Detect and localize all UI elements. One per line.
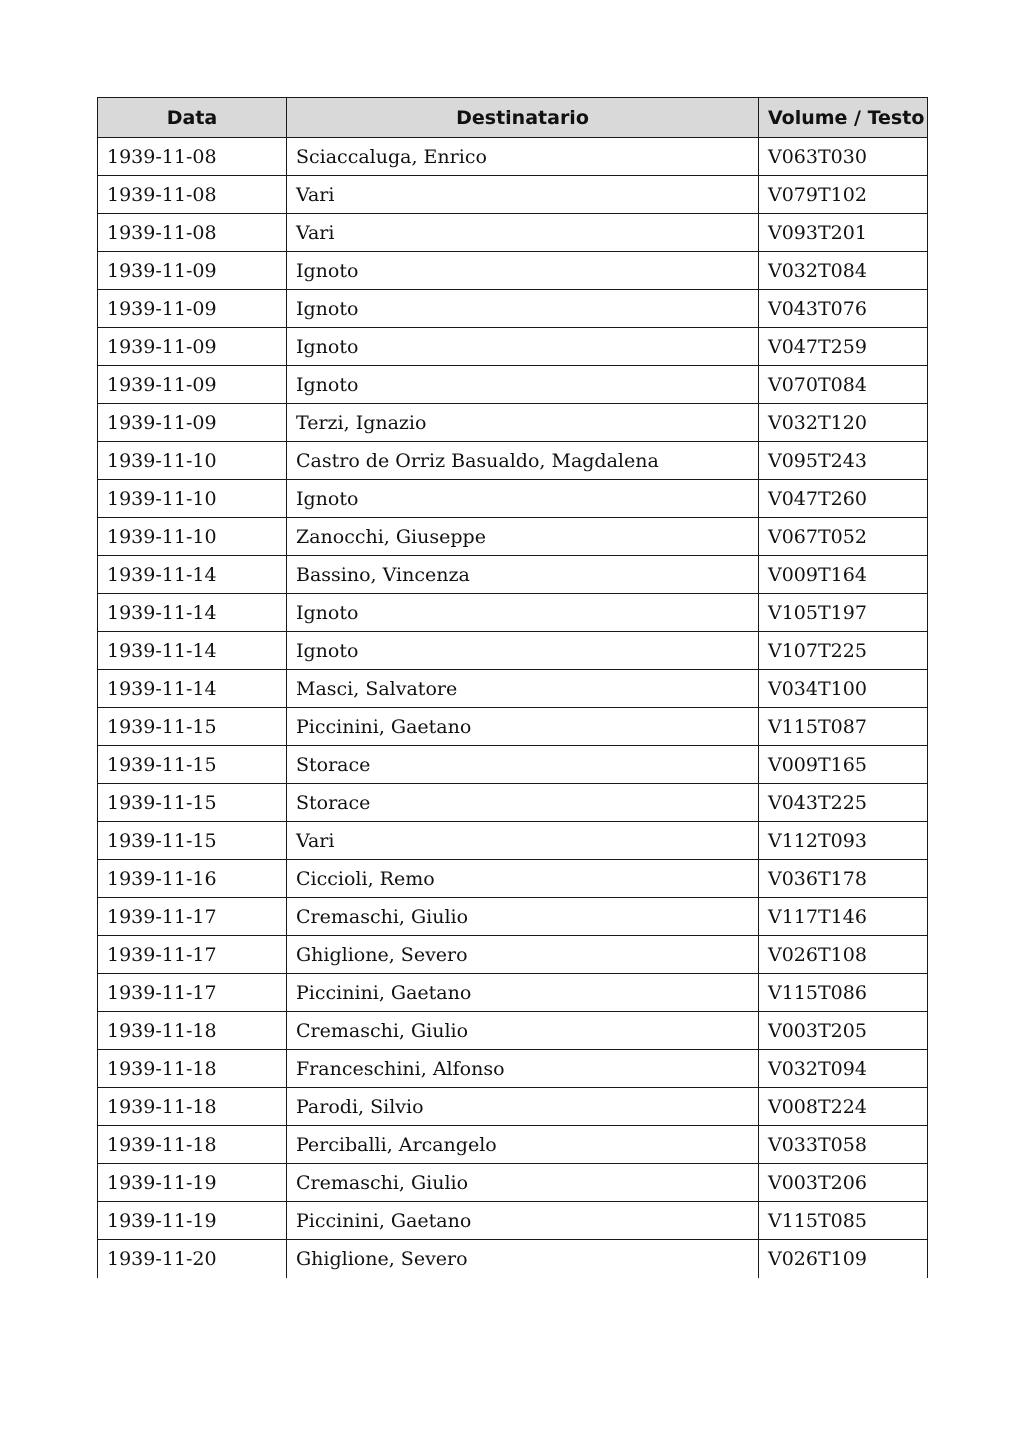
table-row — [98, 746, 928, 784]
cell-recipient: Parodi, Silvio — [287, 1088, 759, 1126]
cell-date: 1939-11-09 — [98, 366, 287, 404]
letters-table-container — [97, 97, 927, 1278]
cell-recipient: Piccinini, Gaetano — [287, 1202, 759, 1240]
cell-volume-text: V008T224 — [759, 1088, 928, 1126]
cell-volume-text: V070T084 — [759, 366, 928, 404]
table-row — [98, 328, 928, 366]
cell-date: 1939-11-10 — [98, 480, 287, 518]
cell-date: 1939-11-08 — [98, 214, 287, 252]
table-row — [98, 670, 928, 708]
table-row — [98, 1202, 928, 1240]
cell-date: 1939-11-19 — [98, 1202, 287, 1240]
table-row — [98, 974, 928, 1012]
table-row — [98, 822, 928, 860]
cell-recipient: Ghiglione, Severo — [287, 936, 759, 974]
cell-volume-text: V093T201 — [759, 214, 928, 252]
cell-date: 1939-11-18 — [98, 1050, 287, 1088]
cell-volume-text: V115T086 — [759, 974, 928, 1012]
cell-recipient: Ciccioli, Remo — [287, 860, 759, 898]
table-row — [98, 518, 928, 556]
cell-recipient: Ignoto — [287, 594, 759, 632]
table-row — [98, 290, 928, 328]
cell-volume-text: V043T225 — [759, 784, 928, 822]
cell-volume-text: V105T197 — [759, 594, 928, 632]
cell-recipient: Storace — [287, 746, 759, 784]
cell-recipient: Cremaschi, Giulio — [287, 898, 759, 936]
table-row — [98, 1012, 928, 1050]
cell-volume-text: V003T205 — [759, 1012, 928, 1050]
cell-date: 1939-11-10 — [98, 442, 287, 480]
cell-volume-text: V032T094 — [759, 1050, 928, 1088]
cell-recipient: Franceschini, Alfonso — [287, 1050, 759, 1088]
table-row — [98, 366, 928, 404]
cell-recipient: Ignoto — [287, 252, 759, 290]
cell-recipient: Ghiglione, Severo — [287, 1240, 759, 1278]
cell-recipient: Piccinini, Gaetano — [287, 708, 759, 746]
table-row — [98, 1050, 928, 1088]
cell-date: 1939-11-15 — [98, 746, 287, 784]
cell-recipient: Vari — [287, 822, 759, 860]
table-row — [98, 594, 928, 632]
cell-volume-text: V117T146 — [759, 898, 928, 936]
cell-volume-text: V067T052 — [759, 518, 928, 556]
cell-volume-text: V032T120 — [759, 404, 928, 442]
cell-date: 1939-11-15 — [98, 784, 287, 822]
cell-date: 1939-11-15 — [98, 822, 287, 860]
cell-volume-text: V079T102 — [759, 176, 928, 214]
cell-date: 1939-11-17 — [98, 898, 287, 936]
cell-recipient: Ignoto — [287, 632, 759, 670]
table-row — [98, 1240, 928, 1278]
cell-date: 1939-11-14 — [98, 670, 287, 708]
cell-volume-text: V063T030 — [759, 138, 928, 176]
cell-volume-text: V107T225 — [759, 632, 928, 670]
table-row — [98, 1088, 928, 1126]
cell-date: 1939-11-14 — [98, 594, 287, 632]
cell-recipient: Zanocchi, Giuseppe — [287, 518, 759, 556]
cell-date: 1939-11-15 — [98, 708, 287, 746]
cell-date: 1939-11-18 — [98, 1088, 287, 1126]
cell-volume-text: V003T206 — [759, 1164, 928, 1202]
cell-recipient: Terzi, Ignazio — [287, 404, 759, 442]
table-header — [98, 98, 928, 138]
cell-date: 1939-11-09 — [98, 252, 287, 290]
cell-recipient: Storace — [287, 784, 759, 822]
cell-volume-text: V043T076 — [759, 290, 928, 328]
cell-volume-text: V095T243 — [759, 442, 928, 480]
cell-volume-text: V036T178 — [759, 860, 928, 898]
table-row — [98, 708, 928, 746]
cell-recipient: Vari — [287, 176, 759, 214]
cell-date: 1939-11-14 — [98, 556, 287, 594]
cell-date: 1939-11-17 — [98, 936, 287, 974]
cell-recipient: Ignoto — [287, 290, 759, 328]
cell-recipient: Ignoto — [287, 366, 759, 404]
header-volume-text: Volume / Testo — [759, 98, 928, 138]
table-row — [98, 784, 928, 822]
cell-date: 1939-11-18 — [98, 1012, 287, 1050]
cell-volume-text: V009T164 — [759, 556, 928, 594]
cell-volume-text: V026T108 — [759, 936, 928, 974]
table-row — [98, 480, 928, 518]
cell-recipient: Castro de Orriz Basualdo, Magdalena — [287, 442, 759, 480]
cell-recipient: Perciballi, Arcangelo — [287, 1126, 759, 1164]
cell-date: 1939-11-14 — [98, 632, 287, 670]
table-row — [98, 404, 928, 442]
cell-volume-text: V112T093 — [759, 822, 928, 860]
cell-volume-text: V033T058 — [759, 1126, 928, 1164]
table-body — [98, 138, 928, 1278]
cell-volume-text: V047T259 — [759, 328, 928, 366]
cell-date: 1939-11-17 — [98, 974, 287, 1012]
cell-volume-text: V032T084 — [759, 252, 928, 290]
cell-date: 1939-11-16 — [98, 860, 287, 898]
cell-date: 1939-11-19 — [98, 1164, 287, 1202]
table-row — [98, 556, 928, 594]
cell-volume-text: V047T260 — [759, 480, 928, 518]
cell-recipient: Ignoto — [287, 480, 759, 518]
cell-recipient: Masci, Salvatore — [287, 670, 759, 708]
table-row — [98, 632, 928, 670]
table-row — [98, 1164, 928, 1202]
header-date: Data — [98, 98, 287, 138]
cell-recipient: Cremaschi, Giulio — [287, 1012, 759, 1050]
cell-recipient: Cremaschi, Giulio — [287, 1164, 759, 1202]
cell-volume-text: V115T087 — [759, 708, 928, 746]
cell-date: 1939-11-08 — [98, 176, 287, 214]
cell-recipient: Piccinini, Gaetano — [287, 974, 759, 1012]
cell-date: 1939-11-09 — [98, 290, 287, 328]
cell-date: 1939-11-18 — [98, 1126, 287, 1164]
cell-date: 1939-11-20 — [98, 1240, 287, 1278]
letters-table — [97, 97, 928, 1278]
cell-date: 1939-11-08 — [98, 138, 287, 176]
cell-volume-text: V009T165 — [759, 746, 928, 784]
table-row — [98, 442, 928, 480]
table-row — [98, 214, 928, 252]
table-row — [98, 860, 928, 898]
cell-recipient: Vari — [287, 214, 759, 252]
table-row — [98, 176, 928, 214]
cell-volume-text: V115T085 — [759, 1202, 928, 1240]
cell-recipient: Ignoto — [287, 328, 759, 366]
cell-date: 1939-11-09 — [98, 404, 287, 442]
header-row — [98, 98, 928, 138]
table-row — [98, 898, 928, 936]
table-row — [98, 936, 928, 974]
cell-date: 1939-11-10 — [98, 518, 287, 556]
table-row — [98, 138, 928, 176]
cell-recipient: Sciaccaluga, Enrico — [287, 138, 759, 176]
cell-date: 1939-11-09 — [98, 328, 287, 366]
cell-volume-text: V034T100 — [759, 670, 928, 708]
header-recipient: Destinatario — [287, 98, 759, 138]
cell-recipient: Bassino, Vincenza — [287, 556, 759, 594]
table-row — [98, 252, 928, 290]
cell-volume-text: V026T109 — [759, 1240, 928, 1278]
table-row — [98, 1126, 928, 1164]
